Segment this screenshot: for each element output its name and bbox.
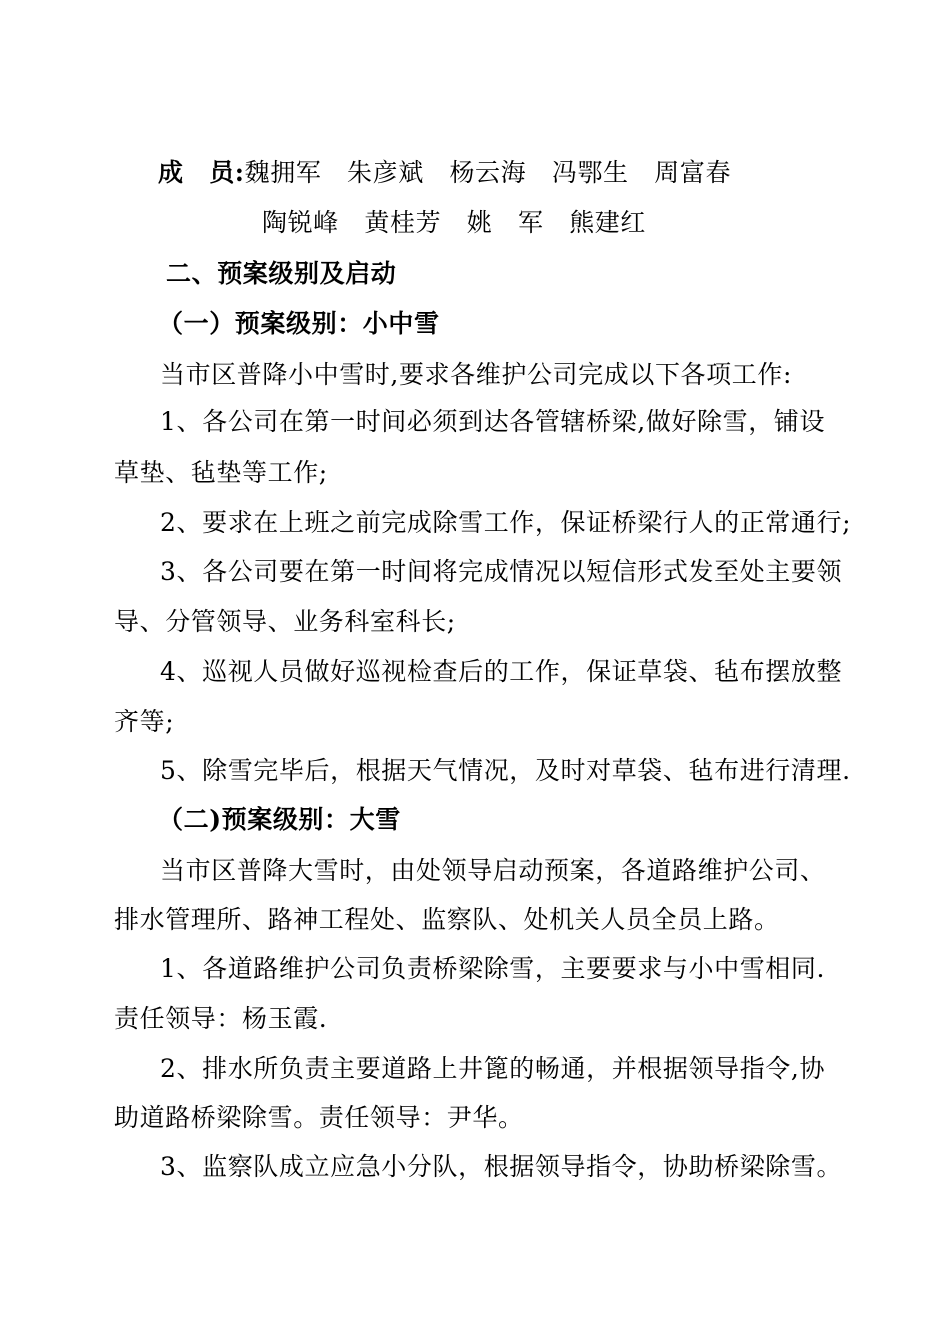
level1-item1-line2: 草垫、毡垫等工作; xyxy=(114,458,328,487)
level2-intro-line1: 当市区普降大雪时，由处领导启动预案，各道路维护公司、 xyxy=(160,856,826,885)
level2-item1-line2: 责任领导：杨玉霞. xyxy=(114,1004,328,1033)
level2-item2-line1: 2、排水所负责主要道路上井篦的畅通，并根据领导指令,协 xyxy=(160,1054,826,1083)
section-heading: 二、预案级别及启动 xyxy=(166,259,397,288)
level1-intro: 当市区普降小中雪时,要求各维护公司完成以下各项工作: xyxy=(160,360,792,389)
level2-item3: 3、监察队成立应急小分队，根据领导指令，协助桥梁除雪。 xyxy=(160,1152,843,1181)
level1-item3-line2: 导、分管领导、业务科室科长; xyxy=(114,607,456,636)
level1-item5: 5、除雪完毕后，根据天气情况，及时对草袋、毡布进行清理. xyxy=(160,756,851,785)
members-line-1 xyxy=(158,156,888,190)
level1-item4-line1: 4、巡视人员做好巡视检查后的工作，保证草袋、毡布摆放整 xyxy=(160,657,843,686)
level1-item3-line1: 3、各公司要在第一时间将完成情况以短信形式发至处主要领 xyxy=(160,557,843,586)
level1-item1-line1: 1、各公司在第一时间必须到达各管辖桥梁,做好除雪，铺设 xyxy=(160,407,826,436)
level2-heading: （二)预案级别：大雪 xyxy=(158,805,401,834)
level2-item1-line1: 1、各道路维护公司负责桥梁除雪，主要要求与小中雪相同. xyxy=(160,954,826,983)
members-line-2: 陶锐峰 黄桂芳 姚 军 熊建红 xyxy=(262,208,647,237)
members-label: 成 员: xyxy=(158,158,245,187)
level1-item4-line2: 齐等; xyxy=(114,707,175,736)
level2-intro-line2: 排水管理所、路神工程处、监察队、处机关人员全员上路。 xyxy=(114,905,780,934)
level2-item2-line2: 助道路桥梁除雪。责任领导：尹华。 xyxy=(114,1103,524,1132)
level1-heading: （一）预案级别：小中雪 xyxy=(158,309,440,338)
members-names-1: 魏拥军 朱彦斌 杨云海 冯鄂生 周富春 xyxy=(244,158,732,187)
level1-item2: 2、要求在上班之前完成除雪工作，保证桥梁行人的正常通行; xyxy=(160,508,852,537)
